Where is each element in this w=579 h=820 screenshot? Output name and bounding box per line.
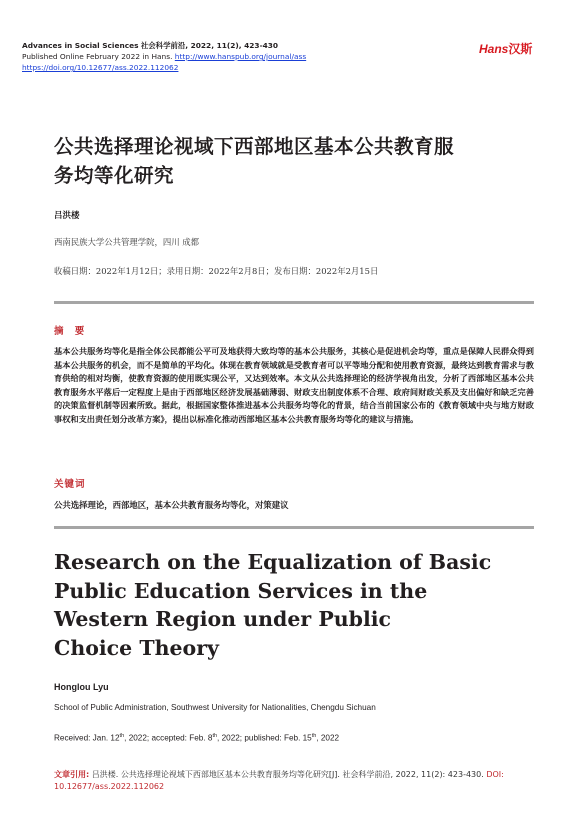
doi-link[interactable]: https://doi.org/10.12677/ass.2022.112062	[22, 63, 179, 72]
citation	[54, 769, 539, 793]
english-dates	[54, 733, 339, 743]
english-title	[54, 548, 524, 662]
abstract-heading: 摘 要	[54, 326, 89, 337]
chinese-title	[54, 132, 534, 190]
chinese-affiliation: 西南民族大学公共管理学院，四川 成都	[54, 237, 200, 247]
journal-url-link[interactable]: http://www.hanspub.org/journal/ass	[174, 52, 307, 61]
divider	[54, 301, 534, 304]
ordinal-suffix: th	[119, 733, 125, 739]
english-title-line: Choice Theory	[54, 635, 219, 660]
english-title-line: Research on the Equalization of Basic	[54, 550, 492, 574]
publisher-logo	[479, 40, 532, 57]
citation-label: 文章引用:	[54, 770, 90, 779]
chinese-dates: 收稿日期：2022年1月12日；录用日期：2022年2月8日；发布日期：2022年2月15日	[54, 266, 379, 276]
english-title-line: Public Education Services in the	[54, 578, 428, 603]
keywords-text: 公共选择理论，西部地区，基本公共教育服务均等化，对策建议	[54, 500, 289, 510]
journal-name-cn: 社会科学前沿	[140, 41, 186, 50]
logo-latin: Hans	[479, 42, 509, 56]
divider	[54, 526, 534, 529]
logo-cn: 汉斯	[508, 42, 533, 56]
volume-info: , 2022, 11(2), 423-430	[185, 41, 279, 50]
english-author: Honglou Lyu	[54, 682, 109, 692]
journal-name-en: Advances in Social Sciences	[22, 41, 139, 50]
citation-text: 吕洪楼. 公共选择理论视域下西部地区基本公共教育服务均等化研究[J]. 社会科学前沿, 2022, 11(2): 423-430.	[89, 770, 487, 779]
received-date: Received: Jan. 12	[54, 733, 120, 743]
published-date: , 2022; published: Feb. 15	[217, 733, 312, 743]
published-line: Published Online February 2022 in Hans.	[22, 52, 173, 61]
year-tail: , 2022	[316, 733, 340, 743]
english-affiliation: School of Public Administration, Southwest University for Nationalities, Chengdu Sichuan	[54, 703, 376, 712]
english-title-line: Western Region under Public	[54, 607, 392, 631]
abstract-text: 基本公共服务均等化是指全体公民都能公平可及地获得大致均等的基本公共服务，其核心是促进机会均等，重点是保障人民群众得到基本公共服务的机会，而不是简单的平均化。体现在教育领域就是受教育者可以平等地分配和使用教育资源，最终达到教育需求与教育供给的相对均衡，使教育资源的使用既实现公平，又达到效率。本文从公共选择理论的经济学视角出发，分析了西部地区基本公共教育服务水平落后一定程度上是由于西部地区经济发展基础薄弱、财政支出制度体系不合理、政府间财政关系及支出偏好和缺乏完善的决策监督机制等因素所致。据此，根据国家整体推进基本公共服务均等化的背景，结合当前国家公布的《教育领域中央与地方财政事权和支出责任划分改革方案》，提出以标准化推动西部地区基本公共教育服务均等化的建议与措施。	[54, 346, 534, 424]
ordinal-suffix: th	[311, 733, 317, 739]
accepted-date: , 2022; accepted: Feb. 8	[124, 733, 213, 743]
ordinal-suffix: th	[212, 733, 218, 739]
keywords-heading: 关键词	[54, 479, 86, 490]
journal-header	[22, 40, 306, 73]
chinese-title-line: 务均等化研究	[54, 164, 175, 187]
citation-doi[interactable]: DOI: 10.12677/ass.2022.112062	[54, 770, 504, 791]
chinese-title-line: 公共选择理论视域下西部地区基本公共教育服	[54, 135, 455, 158]
chinese-author: 吕洪楼	[54, 211, 80, 221]
